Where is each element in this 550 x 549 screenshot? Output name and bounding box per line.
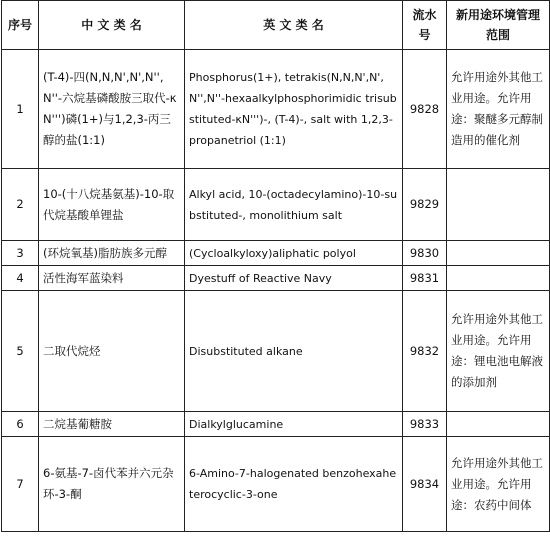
cell-cn-name: (T-4)-四(N,N,N',N',N'',N''-六烷基磷酸胺三取代-κN''')磷(1+)与1,2,3-丙三醇的盐(1:1) — [39, 50, 185, 169]
table-row — [2, 266, 550, 291]
table-row — [2, 241, 550, 266]
cell-serial: 9833 — [403, 412, 447, 437]
cell-scope — [447, 412, 550, 437]
cell-serial: 9828 — [403, 50, 447, 169]
cell-en-name: 6-Amino-7-halogenated benzohexaheterocyclic-3-one — [185, 437, 403, 532]
new-substance-table — [1, 0, 550, 532]
cell-scope: 允许用途外其他工业用途。允许用途：农药中间体 — [447, 437, 550, 532]
cell-cn-name: 6-氨基-7-卤代苯并六元杂环-3-酮 — [39, 437, 185, 532]
cell-serial: 9831 — [403, 266, 447, 291]
table-row — [2, 291, 550, 412]
registry-table-container — [1, 0, 549, 532]
cell-serial: 9834 — [403, 437, 447, 532]
header-cn-name: 中 文 类 名 — [39, 1, 185, 50]
cell-no: 6 — [2, 412, 39, 437]
cell-no: 1 — [2, 50, 39, 169]
cell-scope: 允许用途外其他工业用途。允许用途：锂电池电解液的添加剂 — [447, 291, 550, 412]
cell-en-name: Dyestuff of Reactive Navy — [185, 266, 403, 291]
cell-cn-name: 活性海军蓝染料 — [39, 266, 185, 291]
table-header-row — [2, 1, 550, 50]
table-row — [2, 50, 550, 169]
cell-no: 2 — [2, 169, 39, 241]
cell-cn-name: 二取代烷烃 — [39, 291, 185, 412]
cell-scope: 允许用途外其他工业用途。允许用途：聚醚多元醇制造用的催化剂 — [447, 50, 550, 169]
header-scope: 新用途环境管理范围 — [447, 1, 550, 50]
cell-en-name: Disubstituted alkane — [185, 291, 403, 412]
cell-no: 4 — [2, 266, 39, 291]
cell-en-name: Alkyl acid, 10-(octadecylamino)-10-substituted-, monolithium salt — [185, 169, 403, 241]
cell-en-name: Dialkylglucamine — [185, 412, 403, 437]
cell-no: 3 — [2, 241, 39, 266]
cell-scope — [447, 266, 550, 291]
cell-scope — [447, 169, 550, 241]
cell-serial: 9830 — [403, 241, 447, 266]
header-serial: 流水号 — [403, 1, 447, 50]
cell-scope — [447, 241, 550, 266]
cell-en-name: Phosphorus(1+), tetrakis(N,N,N',N',N'',N''-hexaalkylphosphorimidic trisubstituted-κN''')-, (T-4)-, salt with 1,2,3-propanetriol (1:1) — [185, 50, 403, 169]
cell-cn-name: 10-(十八烷基氨基)-10-取代烷基酸单锂盐 — [39, 169, 185, 241]
table-row — [2, 169, 550, 241]
cell-cn-name: 二烷基葡糖胺 — [39, 412, 185, 437]
table-row — [2, 412, 550, 437]
header-en-name: 英 文 类 名 — [185, 1, 403, 50]
cell-no: 5 — [2, 291, 39, 412]
cell-cn-name: (环烷氧基)脂肪族多元醇 — [39, 241, 185, 266]
header-no: 序号 — [2, 1, 39, 50]
cell-en-name: (Cycloalkyloxy)aliphatic polyol — [185, 241, 403, 266]
cell-serial: 9829 — [403, 169, 447, 241]
cell-serial: 9832 — [403, 291, 447, 412]
table-row — [2, 437, 550, 532]
cell-no: 7 — [2, 437, 39, 532]
